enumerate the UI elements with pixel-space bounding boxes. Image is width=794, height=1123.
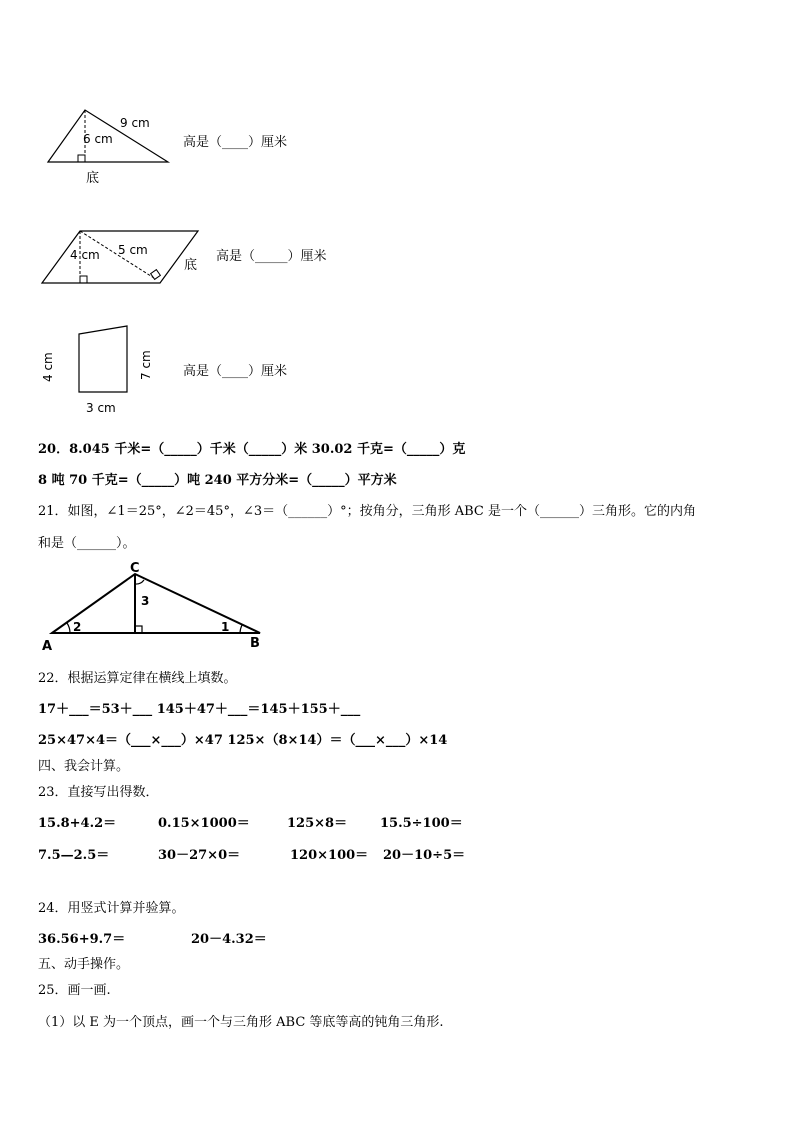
q23-r2-c4: 20－10÷5＝ (383, 848, 466, 863)
parallelogram-answer: 高是（_____）厘米 (216, 249, 327, 264)
q23-r2-c3: 120×100＝ (290, 848, 369, 863)
q23-r1-c3: 125×8＝ (287, 816, 348, 831)
trapezoid-answer: 高是（____）厘米 (183, 364, 288, 379)
vertex-c-label: C (130, 561, 140, 576)
q20-line1: 20．8.045 千米=（_____）千米（_____）米 30.02 千克=（_____）克 (38, 442, 466, 457)
trapezoid-bottom-label: 3 cm (86, 401, 116, 415)
triangle-figure (40, 105, 180, 185)
angle-1-label: 1 (221, 620, 230, 634)
q23-title: 23．直接写出得数． (38, 785, 159, 800)
q22-line1: 17＋___＝53＋___ 145＋47＋___＝145＋155＋___ (38, 702, 361, 717)
section-4-heading: 四、我会计算。 (38, 759, 130, 774)
triangle-base-label: 底 (86, 171, 100, 186)
q21-line2: 和是（______）。 (38, 536, 136, 551)
q24-item-2: 20－4.32＝ (191, 932, 267, 947)
q24-item-1: 36.56+9.7＝ (38, 932, 126, 947)
angle-3-label: 3 (141, 594, 150, 608)
q24-title: 24．用竖式计算并验算。 (38, 901, 185, 916)
vertex-a-label: A (42, 639, 53, 654)
trapezoid-figure (40, 322, 160, 422)
trapezoid-left-label: 4 cm (41, 352, 55, 382)
triangle-answer: 高是（____）厘米 (183, 135, 288, 150)
q23-r2-c1: 7.5—2.5＝ (38, 848, 110, 863)
parallelogram-base-label: 底 (184, 258, 198, 273)
parallelogram-side-label: 5 cm (118, 243, 148, 257)
triangle-side-label: 9 cm (120, 116, 150, 130)
parallelogram-height-label: 4 cm (70, 248, 100, 262)
trapezoid-right-label: 7 cm (139, 350, 153, 380)
q21-triangle-figure (38, 562, 278, 657)
q25-title: 25．画一画. (38, 983, 111, 998)
angle-2-label: 2 (73, 620, 82, 634)
parallelogram-figure (38, 225, 208, 295)
q25-sub1: （1）以 E 为一个顶点，画一个与三角形 ABC 等底等高的钝角三角形. (38, 1015, 444, 1030)
q23-r1-c4: 15.5÷100＝ (380, 816, 463, 831)
section-5-heading: 五、动手操作。 (38, 957, 130, 972)
vertex-b-label: B (250, 636, 260, 651)
q23-r1-c2: 0.15×1000＝ (158, 816, 250, 831)
q23-r1-c1: 15.8+4.2＝ (38, 816, 117, 831)
q22-line2: 25×47×4＝（___×___）×47 125×（8×14）＝（___×___）×14 (38, 733, 448, 748)
q20-line2: 8 吨 70 千克=（_____）吨 240 平方分米=（_____）平方米 (38, 473, 397, 488)
q23-r2-c2: 30－27×0＝ (158, 848, 241, 863)
q21-line1: 21．如图，∠1＝25°，∠2＝45°，∠3＝（______）°；按角分，三角形 ABC 是一个（______）三角形。它的内角 (38, 504, 697, 519)
triangle-height-label: 6 cm (83, 132, 113, 146)
q22-title: 22．根据运算定律在横线上填数。 (38, 671, 237, 686)
